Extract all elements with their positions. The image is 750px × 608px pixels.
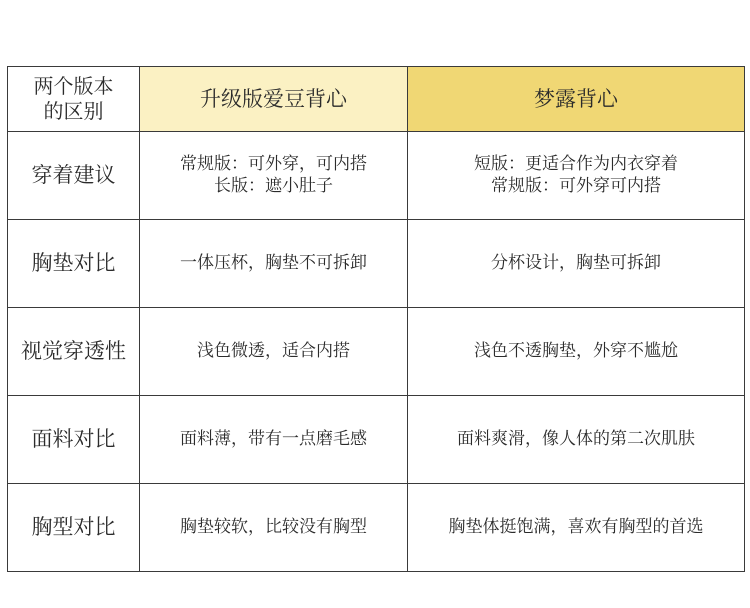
- cell-upgraded-idol-vest: [140, 132, 408, 220]
- corner-cell: [8, 67, 140, 132]
- cell-monroe-vest: [408, 308, 745, 396]
- row-label: 穿着建议: [8, 132, 140, 220]
- header-monroe-vest: 梦露背心: [408, 67, 745, 132]
- cell-upgraded-idol-vest: [140, 396, 408, 484]
- table-row-wearing-advice: [8, 132, 745, 220]
- cell-monroe-vest: [408, 396, 745, 484]
- cell-monroe-vest: [408, 220, 745, 308]
- row-label: 胸型对比: [8, 484, 140, 572]
- cell-line: 胸垫较软，比较没有胸型: [180, 516, 367, 537]
- cell-monroe-vest: [408, 132, 745, 220]
- corner-line: 的区别: [43, 99, 104, 123]
- row-label: 面料对比: [8, 396, 140, 484]
- cell-line: 面料爽滑，像人体的第二次肌肤: [457, 428, 695, 449]
- cell-line: 常规版：可外穿可内搭: [491, 175, 661, 196]
- header-upgraded-idol-vest: 升级版爱豆背心: [140, 67, 408, 132]
- cell-line: 常规版：可外穿，可内搭: [180, 154, 367, 175]
- table-row-fabric-comparison: [8, 396, 745, 484]
- cell-line: 浅色不透胸垫，外穿不尴尬: [474, 340, 678, 361]
- table-header-row: [8, 67, 745, 132]
- cell-line: 长版：遮小肚子: [214, 175, 333, 196]
- cell-upgraded-idol-vest: [140, 484, 408, 572]
- table-row-pad-comparison: [8, 220, 745, 308]
- cell-line: 胸垫体挺饱满，喜欢有胸型的首选: [448, 516, 704, 537]
- cell-line: 面料薄，带有一点磨毛感: [180, 428, 367, 449]
- cell-upgraded-idol-vest: [140, 220, 408, 308]
- cell-upgraded-idol-vest: [140, 308, 408, 396]
- table-row-visual-transparency: [8, 308, 745, 396]
- row-label: 胸垫对比: [8, 220, 140, 308]
- corner-line: 两个版本: [33, 74, 114, 98]
- cell-line: 浅色微透，适合内搭: [197, 340, 350, 361]
- cell-line: 短版：更适合作为内衣穿着: [474, 154, 678, 175]
- comparison-table: [7, 66, 745, 572]
- row-label: 视觉穿透性: [8, 308, 140, 396]
- cell-line: 一体压杯，胸垫不可拆卸: [180, 252, 367, 273]
- table-row-bust-shape-comparison: [8, 484, 745, 572]
- cell-line: 分杯设计，胸垫可拆卸: [491, 252, 661, 273]
- cell-monroe-vest: [408, 484, 745, 572]
